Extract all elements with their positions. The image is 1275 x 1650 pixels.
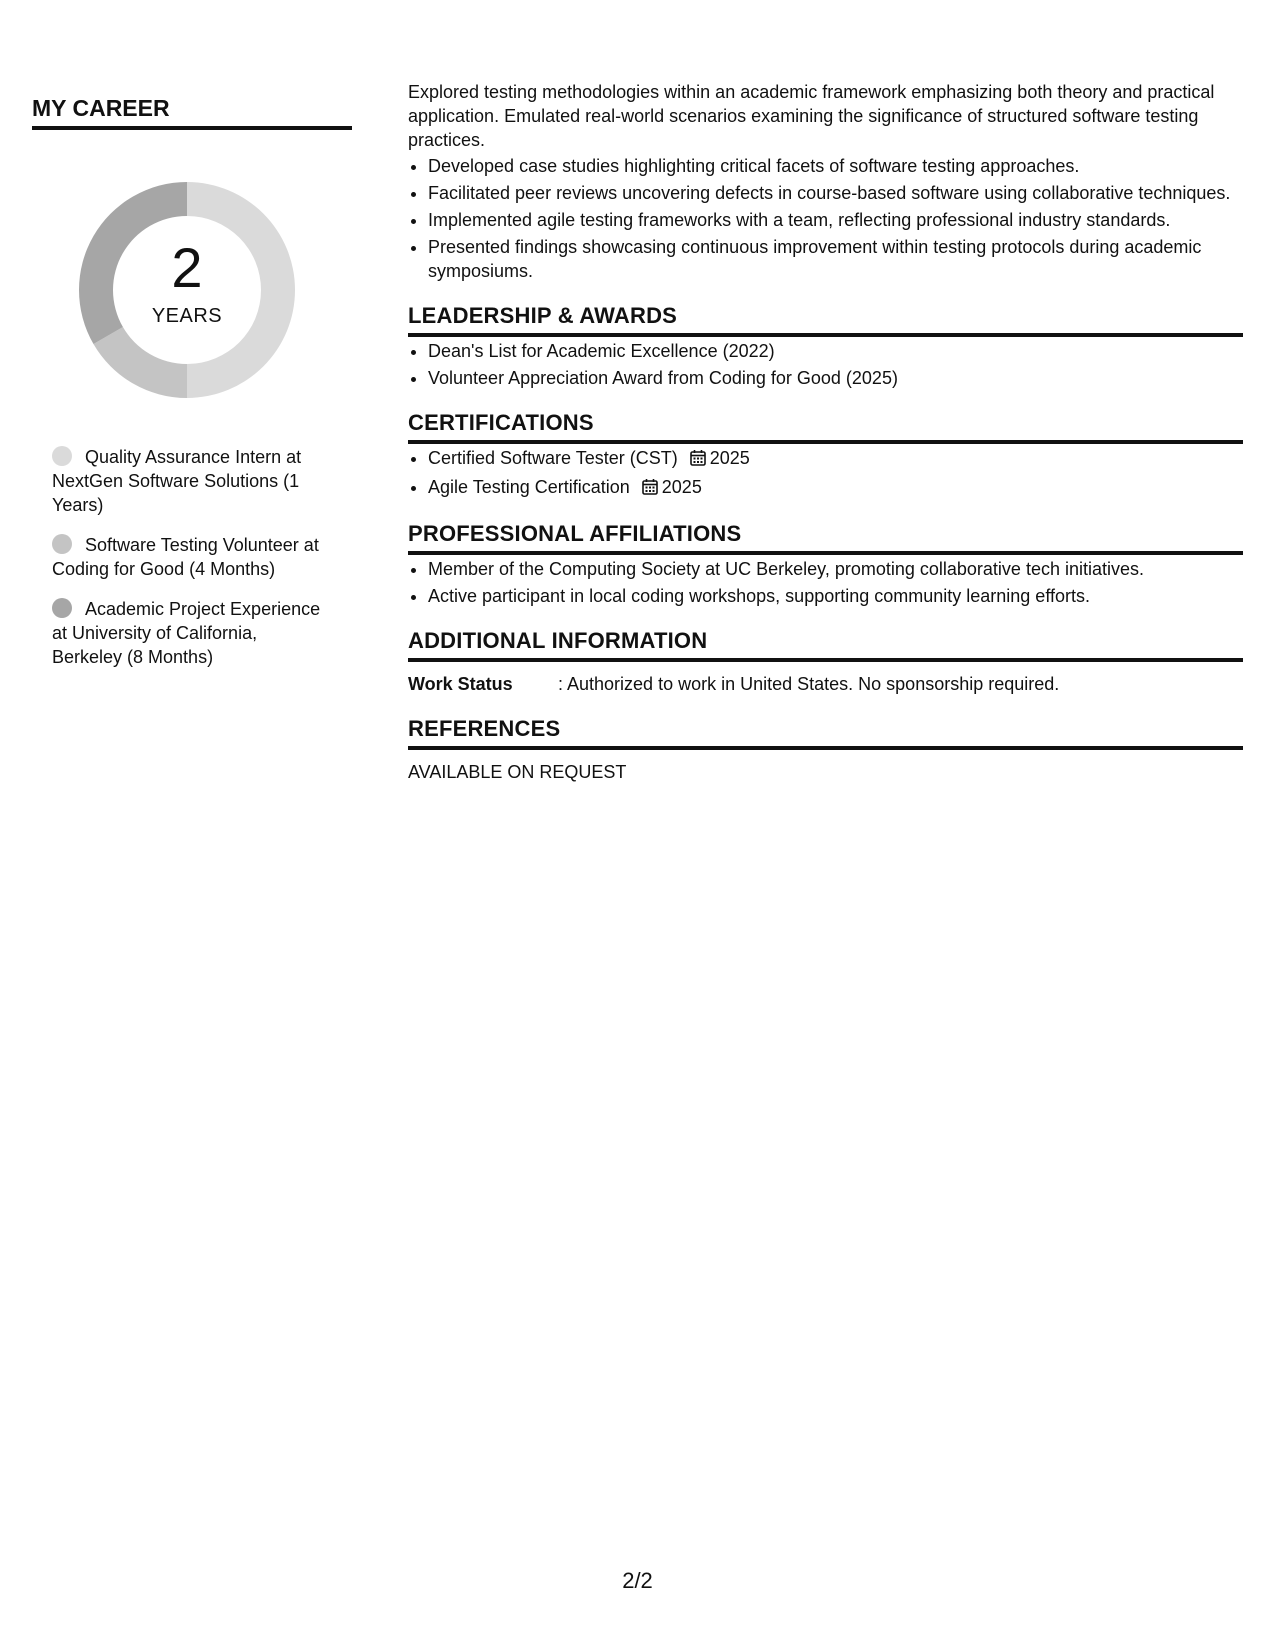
page-number: 2/2 <box>622 1568 653 1593</box>
career-legend-item <box>52 533 322 581</box>
certifications-title: CERTIFICATIONS <box>408 410 1243 444</box>
leadership-list <box>408 339 1243 390</box>
certification-item <box>428 446 1243 472</box>
experience-bullet: • Implemented agile testing frameworks with a team, reflecting professional industry standards. <box>428 208 1243 232</box>
career-legend-item <box>52 597 322 669</box>
career-sidebar <box>32 95 352 685</box>
references-text: AVAILABLE ON REQUEST <box>408 762 627 782</box>
affiliation-item: • Active participant in local coding workshops, supporting community learning efforts. <box>428 584 1243 608</box>
career-donut-chart <box>67 170 307 410</box>
certifications-list <box>408 446 1243 501</box>
donut-years-label: YEARS <box>151 305 223 327</box>
certification-name: Agile Testing Certification <box>428 477 630 497</box>
references-title: REFERENCES <box>408 716 1243 750</box>
career-item-text: Software Testing Volunteer at Coding for Good (4 Months) <box>52 535 319 579</box>
certification-year: 2025 <box>709 448 750 468</box>
certification-name: Certified Software Tester (CST) <box>428 448 678 468</box>
experience-bullet: • Facilitated peer reviews uncovering defects in course-based software using collaborative techniques. <box>428 181 1243 205</box>
experience-bullet: • Presented findings showcasing continuous improvement within testing protocols during academic symposiums. <box>428 235 1243 283</box>
legend-dot-icon <box>52 446 72 466</box>
main-column <box>408 80 1243 784</box>
donut-center <box>67 170 307 410</box>
experience-bullets <box>408 154 1243 283</box>
leadership-item: • Dean's List for Academic Excellence (2022) <box>428 339 1243 363</box>
certification-year: 2025 <box>661 477 702 497</box>
affiliations-title: PROFESSIONAL AFFILIATIONS <box>408 521 1243 555</box>
legend-dot-icon <box>52 598 72 618</box>
leadership-item: • Volunteer Appreciation Award from Coding for Good (2025) <box>428 366 1243 390</box>
career-item-text: Academic Project Experience at University of California, Berkeley (8 Months) <box>52 599 321 667</box>
affiliation-item: • Member of the Computing Society at UC Berkeley, promoting collaborative tech initiatives. <box>428 557 1243 581</box>
career-legend-item <box>52 445 322 517</box>
career-heading: MY CAREER <box>32 95 352 130</box>
experience-intro: Explored testing methodologies within an academic framework emphasizing both theory and practical application. Emulated real-world scenarios examining the significance of structured software testing practices. <box>408 82 1215 150</box>
additional-info-title: ADDITIONAL INFORMATION <box>408 628 1243 662</box>
affiliations-list <box>408 557 1243 608</box>
work-status-value: : Authorized to work in United States. No sponsorship required. <box>558 674 1060 694</box>
calendar-icon <box>690 448 706 472</box>
work-status-label: Work Status <box>408 674 513 694</box>
calendar-icon <box>642 477 658 501</box>
experience-bullet: • Developed case studies highlighting critical facets of software testing approaches. <box>428 154 1243 178</box>
certification-item <box>428 475 1243 501</box>
donut-years-number: 2 <box>171 236 203 299</box>
legend-dot-icon <box>52 534 72 554</box>
work-status-row <box>408 672 1243 696</box>
career-legend <box>52 445 322 669</box>
leadership-title: LEADERSHIP & AWARDS <box>408 303 1243 337</box>
career-item-text: Quality Assurance Intern at NextGen Software Solutions (1 Years) <box>52 447 302 515</box>
